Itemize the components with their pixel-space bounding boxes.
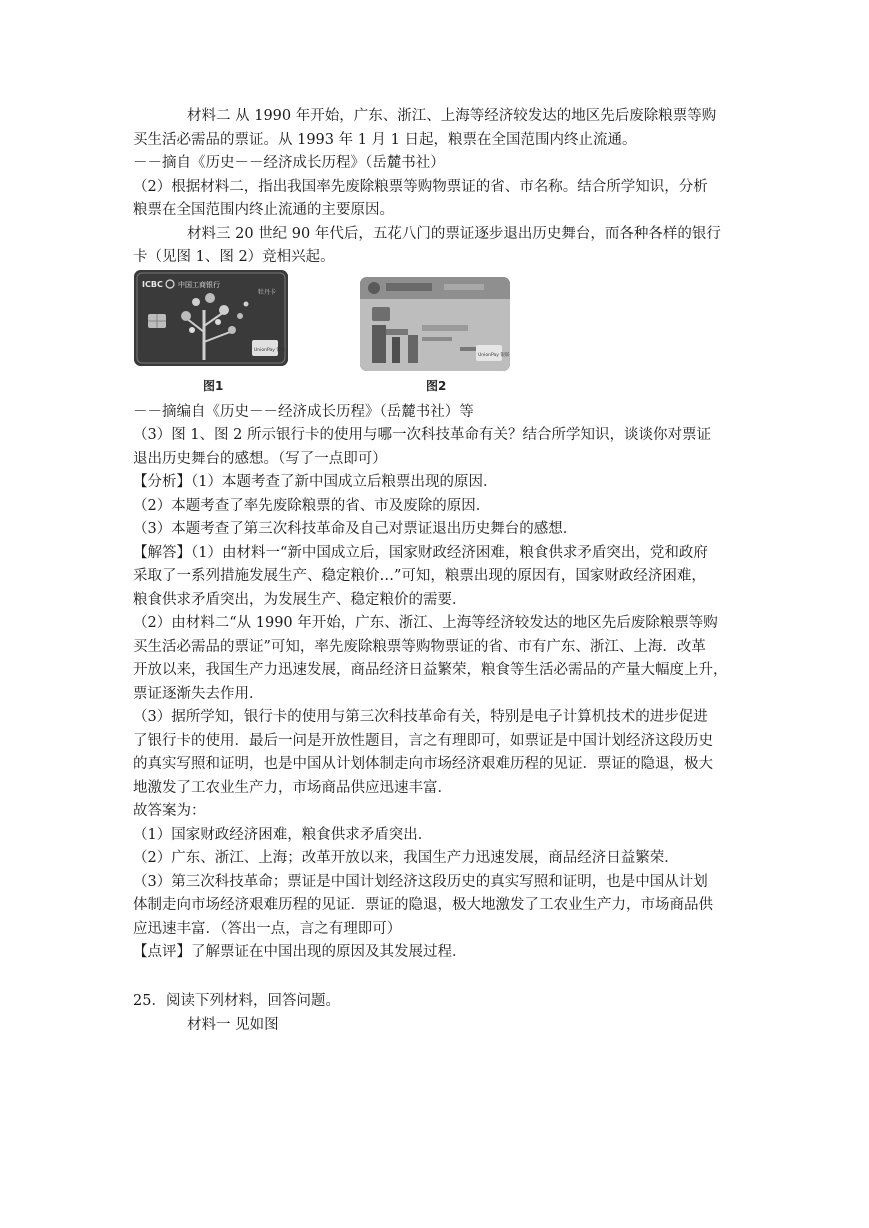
question-line: 退出历史舞台的感想。（写了一点即可） [133,451,387,467]
question-25-heading: 25．阅读下列材料，回答问题。 [133,993,340,1009]
figure-2-caption: 图2 [426,379,447,393]
answer-line: 采取了一系列措施发展生产、稳定粮价…”可知，粮票出现的原因有，国家财政经济困难， [133,568,706,584]
svg-text:牡丹卡: 牡丹卡 [258,289,277,296]
paragraph-line: 材料二 从 1990 年开始，广东、浙江、上海等经济较发达的地区先后废除粮票等购 [187,108,717,124]
source-citation: －－摘自《历史－－经济成长历程》（岳麓书社） [133,155,445,171]
answer-line: （3）据所学知，银行卡的使用与第三次科技革命有关，特别是电子计算机技术的进步促进 [133,709,708,725]
answer-line: 买生活必需品的票证”可知，率先废除粮票等购物票证的省、市有广东、浙江、上海．改革 [133,639,706,655]
svg-text:中国工商银行: 中国工商银行 [178,281,220,289]
source-citation: －－摘编自《历史－－经济成长历程》（岳麓书社）等 [133,404,474,420]
answer-line: 地激发了工农业生产力，市场商品供应迅速丰富． [133,780,452,796]
svg-text:ICBC: ICBC [142,280,163,289]
question-line: （3）图 1、图 2 所示银行卡的使用与哪一次科技革命有关？结合所学知识，谈谈你对票证 [133,427,711,443]
answer-line: 开放以来，我国生产力迅速发展，商品经济日益繁荣，粮食等生活必需品的产量大幅度上升， [133,662,728,678]
paragraph-line: 买生活必需品的票证。从 1993 年 1 月 1 日起，粮票在全国范围内终止流通。 [133,132,637,148]
material-one-line: 材料一 见如图 [187,1017,279,1033]
final-answer-heading: 故答案为： [133,803,206,819]
comment-line: 【点评】了解票证在中国出现的原因及其发展过程． [133,944,467,960]
bank-card-2-illustration [360,277,510,371]
final-answer-line: （1）国家财政经济困难，粮食供求矛盾突出． [133,827,433,843]
final-answer-line: 应迅速丰富．（答出一点，言之有理即可） [133,921,402,937]
analysis-line: 【分析】（1）本题考查了新中国成立后粮票出现的原因． [133,474,498,490]
svg-text:UnionPay 银联: UnionPay 银联 [478,353,510,358]
paragraph-line: 材料三 20 世纪 90 年代后，五花八门的票证逐步退出历史舞台，而各种各样的银行 [187,226,721,242]
final-answer-line: （3）第三次科技革命；票证是中国计划经济这段历史的真实写照和证明，也是中国从计划 [133,874,708,890]
bank-card-1-illustration [134,270,288,366]
bank-card-image-2 [360,277,510,371]
answer-line: 票证逐渐失去作用． [133,686,264,702]
figure-1-caption: 图1 [203,379,224,393]
answer-line: 的真实写照和证明，也是中国从计划体制走向市场经济艰难历程的见证．票证的隐退，极大 [133,756,713,772]
question-line: （2）根据材料二，指出我国率先废除粮票等购物票证的省、市名称。结合所学知识，分析 [133,179,708,195]
paragraph-line: 卡（见图 1、图 2）竞相兴起。 [133,249,335,265]
bank-card-image-1 [134,270,288,366]
question-line: 粮票在全国范围内终止流通的主要原因。 [133,202,394,218]
final-answer-line: 体制走向市场经济艰难历程的见证．票证的隐退，极大地激发了工农业生产力，市场商品供 [133,897,713,913]
analysis-line: （2）本题考查了率先废除粮票的省、市及废除的原因． [133,498,491,514]
svg-text:UnionPay 银联: UnionPay 银联 [254,348,286,353]
answer-line: 粮食供求矛盾突出，为发展生产、稳定粮价的需要． [133,592,467,608]
analysis-line: （3）本题考查了第三次科技革命及自己对票证退出历史舞台的感想． [133,521,578,537]
answer-line: 了银行卡的使用．最后一问是开放性题目，言之有理即可，如票证是中国计划经济这段历史 [133,733,713,749]
answer-line: 【解答】（1）由材料一“新中国成立后，国家财政经济困难，粮食供求矛盾突出，党和政府 [133,545,708,561]
final-answer-line: （2）广东、浙江、上海；改革开放以来，我国生产力迅速发展，商品经济日益繁荣． [133,850,679,866]
answer-line: （2）由材料二“从 1990 年开始，广东、浙江、上海等经济较发达的地区先后废除粮票等购 [133,615,718,631]
